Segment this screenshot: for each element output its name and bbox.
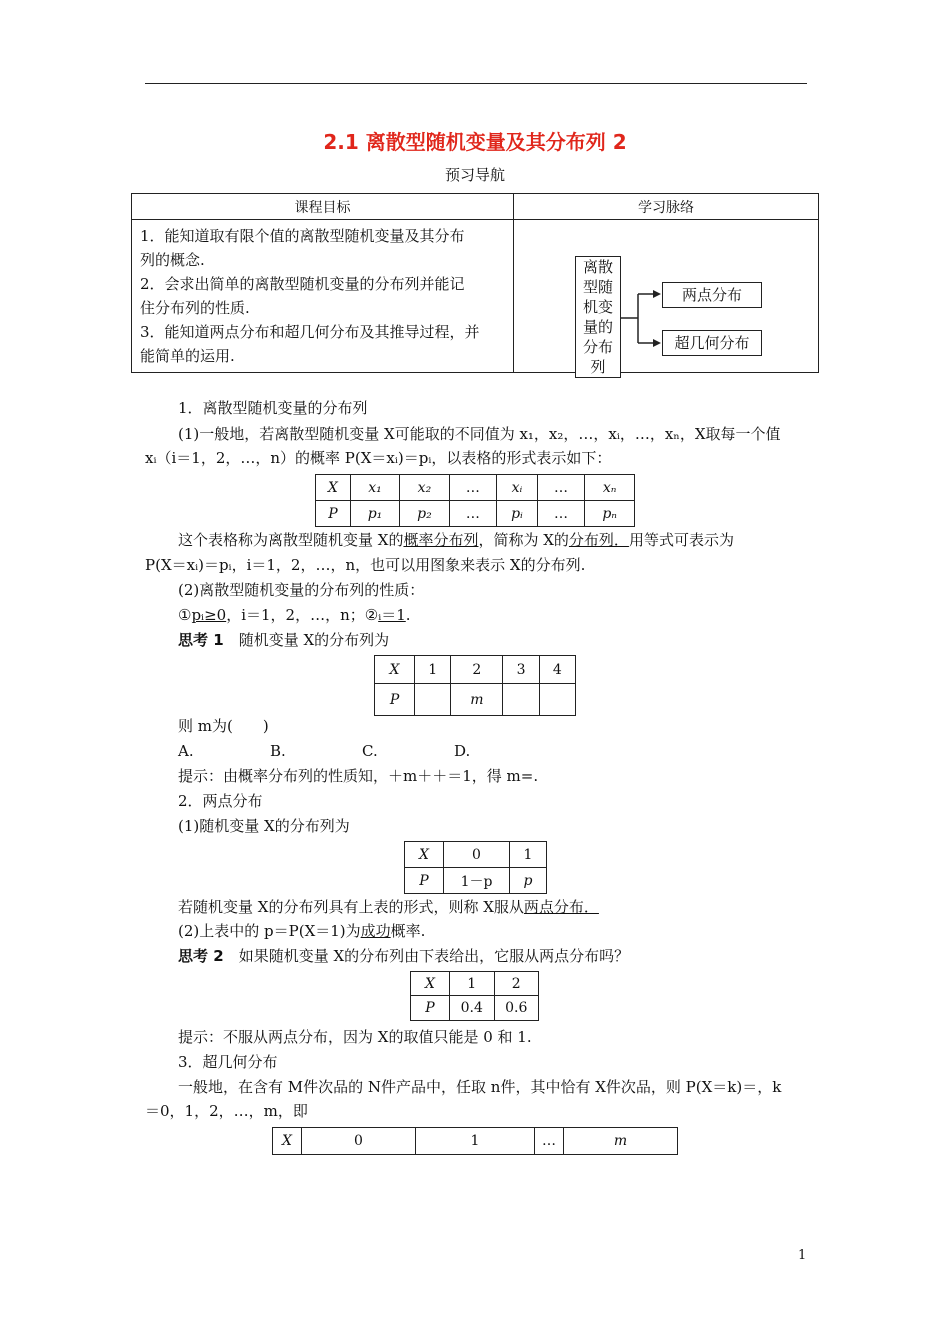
goal-line: 住分布列的性质. (140, 299, 250, 317)
section-subtitle: 预习导航 (444, 166, 505, 184)
concept-map (514, 220, 818, 376)
think1-table (374, 655, 576, 716)
concept-map-cell (514, 220, 819, 376)
header-rule (145, 83, 807, 84)
section1-para: 这个表格称为离散型随机变量 X的概率分布列，简称为 X的分布列．用等式可表示为 (178, 531, 734, 549)
guide-table (131, 193, 819, 376)
table-cell: 1 (416, 1128, 535, 1155)
section1-para: xᵢ（i＝1，2，…，n）的概率 P(X＝xᵢ)＝pᵢ，以表格的形式表示如下： (145, 449, 612, 467)
map-branch-two-point: 两点分布 (662, 282, 762, 308)
table-cell: P (375, 684, 415, 716)
table-cell: X (273, 1128, 302, 1155)
think2-table (410, 971, 539, 1021)
table-cell: m (564, 1128, 678, 1155)
table-cell: p (510, 868, 547, 894)
section1-properties: ①pᵢ≥0，i＝1，2，…，n；②ᵢ＝1. (178, 606, 411, 624)
table-cell: 3 (503, 656, 539, 684)
think1-prompt: 思考 1 随机变量 X的分布列为 (178, 631, 390, 649)
goal-line: 列的概念. (140, 251, 205, 269)
goal-line: 2．会求出简单的离散型随机变量的分布列并能记 (140, 275, 465, 293)
two-point-table (404, 841, 547, 894)
think1-options (178, 741, 470, 761)
table-cell (415, 684, 451, 716)
guide-header-goals: 课程目标 (132, 194, 514, 220)
table-cell: p₁ (350, 501, 399, 527)
table-cell: 1 (450, 972, 495, 996)
table-cell: x₂ (400, 475, 449, 501)
section1-para: P(X＝xᵢ)＝pᵢ，i＝1，2，…，n，也可以用图象来表示 X的分布列. (145, 556, 586, 574)
section1-heading: 1．离散型随机变量的分布列 (178, 399, 368, 417)
map-root: 离散 型随 机变 量的 分布 列 (575, 256, 621, 378)
table-cell: x₁ (350, 475, 399, 501)
section3-para: 一般地，在含有 M件次品的 N件产品中，任取 n件，其中恰有 X件次品，则 P(X＝k)＝，k (178, 1078, 782, 1096)
think2-hint: 提示：不服从两点分布，因为 X的取值只能是 0 和 1. (178, 1028, 532, 1046)
map-connectors (514, 220, 820, 400)
page-title: 2.1 离散型随机变量及其分布列 2 (323, 130, 627, 154)
table-cell: … (449, 501, 497, 527)
table-cell: pₙ (585, 501, 635, 527)
goal-line: 能简单的运用. (140, 347, 235, 365)
table-cell: X (375, 656, 415, 684)
table-cell: 2 (494, 972, 539, 996)
table-cell: P (316, 501, 351, 527)
table-cell: … (537, 501, 585, 527)
table-cell (539, 684, 575, 716)
table-cell: X (405, 842, 444, 868)
goal-line: 1．能知道取有限个值的离散型随机变量及其分布 (140, 227, 465, 245)
table-cell: xₙ (585, 475, 635, 501)
think1-hint: 提示：由概率分布列的性质知，＋m＋＋＝1，得 m=. (178, 767, 539, 785)
section1-para: (1)一般地，若离散型随机变量 X可能取的不同值为 x₁，x₂，…，xᵢ，…，xₙ，X取每一个值 (178, 425, 781, 443)
page-number: 1 (798, 1248, 807, 1263)
table-cell: 1 (510, 842, 547, 868)
table-cell: p₂ (400, 501, 449, 527)
table-cell: X (411, 972, 450, 996)
option-c: C. (362, 742, 378, 760)
map-branch-hypergeometric: 超几何分布 (662, 330, 762, 356)
table-cell: 0 (302, 1128, 416, 1155)
section1-para: (2)离散型随机变量的分布列的性质： (178, 581, 425, 599)
table-cell: … (535, 1128, 564, 1155)
section2-heading: 2．两点分布 (178, 792, 263, 810)
table-cell: 0.6 (494, 996, 539, 1021)
distribution-table (315, 474, 635, 527)
table-cell: m (451, 684, 503, 716)
section3-para: ＝0，1，2，…，m，即 (145, 1102, 308, 1120)
hypergeometric-table (272, 1127, 678, 1155)
table-cell (503, 684, 539, 716)
table-cell: 0 (444, 842, 510, 868)
section2-para: 若随机变量 X的分布列具有上表的形式，则称 X服从两点分布． (178, 898, 599, 916)
section2-para: (2)上表中的 p＝P(X＝1)为成功概率. (178, 922, 426, 940)
table-cell: X (316, 475, 351, 501)
option-a: A. (178, 742, 194, 760)
guide-header-map: 学习脉络 (514, 194, 819, 220)
table-cell: … (537, 475, 585, 501)
table-cell: 0.4 (450, 996, 495, 1021)
table-cell: 2 (451, 656, 503, 684)
think1-question: 则 m为( ) (178, 717, 269, 735)
goal-line: 3．能知道两点分布和超几何分布及其推导过程，并 (140, 323, 480, 341)
table-cell: P (411, 996, 450, 1021)
table-cell: pᵢ (497, 501, 538, 527)
think2-prompt: 思考 2 如果随机变量 X的分布列由下表给出，它服从两点分布吗？ (178, 947, 630, 965)
option-b: B. (270, 742, 286, 760)
table-cell: 1－p (444, 868, 510, 894)
table-cell: P (405, 868, 444, 894)
table-cell: … (449, 475, 497, 501)
section3-heading: 3．超几何分布 (178, 1053, 278, 1071)
table-cell: xᵢ (497, 475, 538, 501)
table-cell: 4 (539, 656, 575, 684)
section2-para: (1)随机变量 X的分布列为 (178, 817, 350, 835)
table-cell: 1 (415, 656, 451, 684)
option-d: D. (454, 742, 471, 760)
goals-cell (132, 220, 514, 373)
